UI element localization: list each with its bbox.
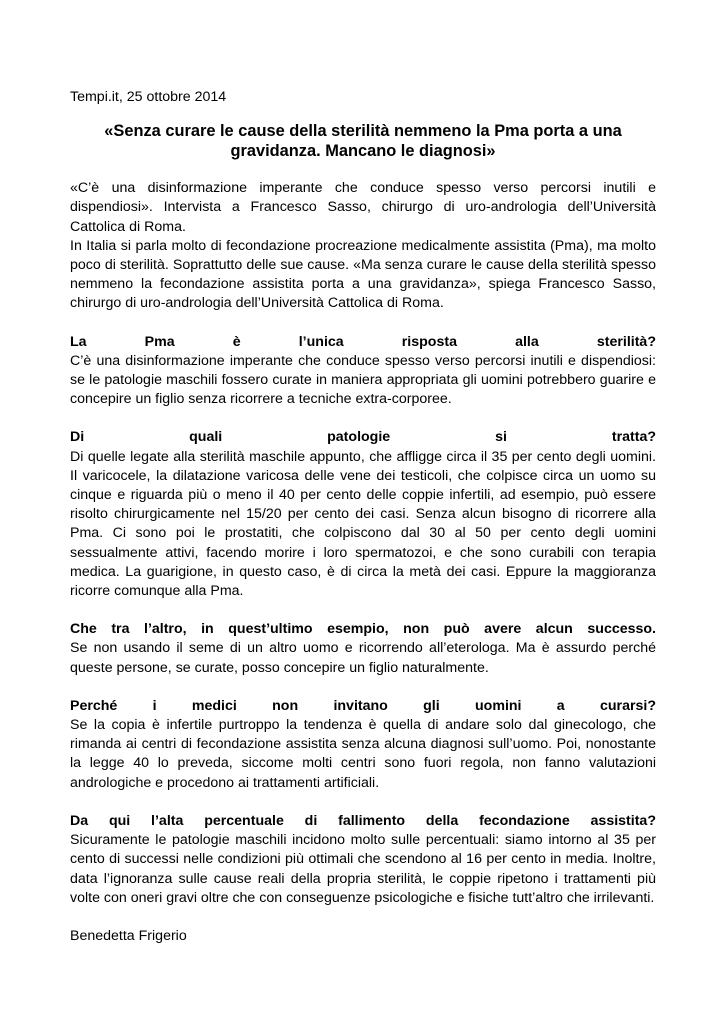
qa-block: [70, 620, 656, 678]
question-heading: La Pma è l’unica risposta alla sterilità?: [70, 333, 656, 350]
question-heading: Da qui l’alta percentuale di fallimento della fecondazione assistita?: [70, 812, 656, 829]
answer-paragraph: Se non usando il seme di un altro uomo e ricorrendo all’eterologa. Ma è assurdo perché queste persone, se curate, posso concepire un figlio naturalmente.: [70, 640, 656, 676]
question-heading: Perché i medici non invitano gli uomini a curarsi?: [70, 697, 656, 714]
answer-paragraph: C’è una disinformazione imperante che conduce spesso verso percorsi inutili e dispendiosi: se le patologie maschili fossero curate in maniera appropriata gli uomini potrebbero guarire e concepire un figlio senza ricorrere a tecniche extra-corporee.: [70, 352, 656, 408]
document-page: [70, 88, 656, 946]
intro-paragraph: In Italia si parla molto di fecondazione procreazione medicalmente assistita (Pma), ma molto poco di sterilità. Soprattutto delle sue cause. «Ma senza curare le cause della sterilità spesso nemmeno la fecondazione assistita porta a una gravidanza», spiega Francesco Sasso, chirurgo di uro-andrologia dell’Università Cattolica di Roma.: [70, 237, 656, 312]
author-signature: Benedetta Frigerio: [70, 927, 187, 944]
qa-block: [70, 333, 656, 410]
answer-paragraph: Se la copia è infertile purtroppo la tendenza è quella di andare solo dal ginecologo, che rimanda ai centri di fecondazione assistita senza alcuna diagnosi sull’uomo. Poi, nonostante la legge 40 lo preveda, siccome molti centri sono fuori regola, non fanno valutazioni andrologiche e procedono ai trattamenti artificiali.: [70, 717, 656, 791]
qa-block: [70, 428, 656, 601]
question-heading: Di quali patologie si tratta?: [70, 429, 656, 446]
answer-paragraph: Di quelle legate alla sterilità maschile appunto, che affligge circa il 35 per cento degli uomini. Il varicocele, la dilatazione varicosa delle vene dei testicoli, che colpisce circa un uomo su cinque e riguarda più o meno il 40 per cento delle coppie infertili, ad esempio, può essere risolto chirurgicamente nel 15/20 per cento dei casi. Senza alcun bisogno di ricorrere alla Pma. Ci sono poi le prostatiti, che colpiscono dal 30 al 50 per cento degli uomini sessualmente attivi, facendo morire i loro spermatozoi, e che sono curabili con terapia medica. La guarigione, in questo caso, è di circa la metà dei casi. Eppure la maggioranza ricorre comunque alla Pma.: [70, 448, 656, 600]
qa-block: [70, 812, 656, 908]
article-title: «Senza curare le cause della sterilità nemmeno la Pma porta a una gravidanza. Mancano le diagnosi»: [104, 122, 622, 161]
intro-paragraph: «C’è una disinformazione imperante che conduce spesso verso percorsi inutili e dispendiosi». Intervista a Francesco Sasso, chirurgo di uro-andrologia dell’Università Cattolica di Roma.: [70, 180, 656, 235]
intro-section: [70, 179, 656, 313]
qa-block: [70, 697, 656, 793]
answer-paragraph: Sicuramente le patologie maschili incidono molto sulle percentuali: siamo intorno al 35 per cento di successi nelle condizioni più ottimali che scendono al 16 per cento in media. Inoltre, data l’ignoranza sulle cause reali della propria sterilità, le coppie ripetono i trattamenti più volte con oneri gravi oltre che con conseguenze psicologiche e fisiche tutt’altro che irrilevanti.: [70, 832, 656, 906]
question-heading: Che tra l’altro, in quest’ultimo esempio, non può avere alcun successo.: [70, 621, 656, 638]
source-dateline: Tempi.it, 25 ottobre 2014: [70, 89, 227, 105]
